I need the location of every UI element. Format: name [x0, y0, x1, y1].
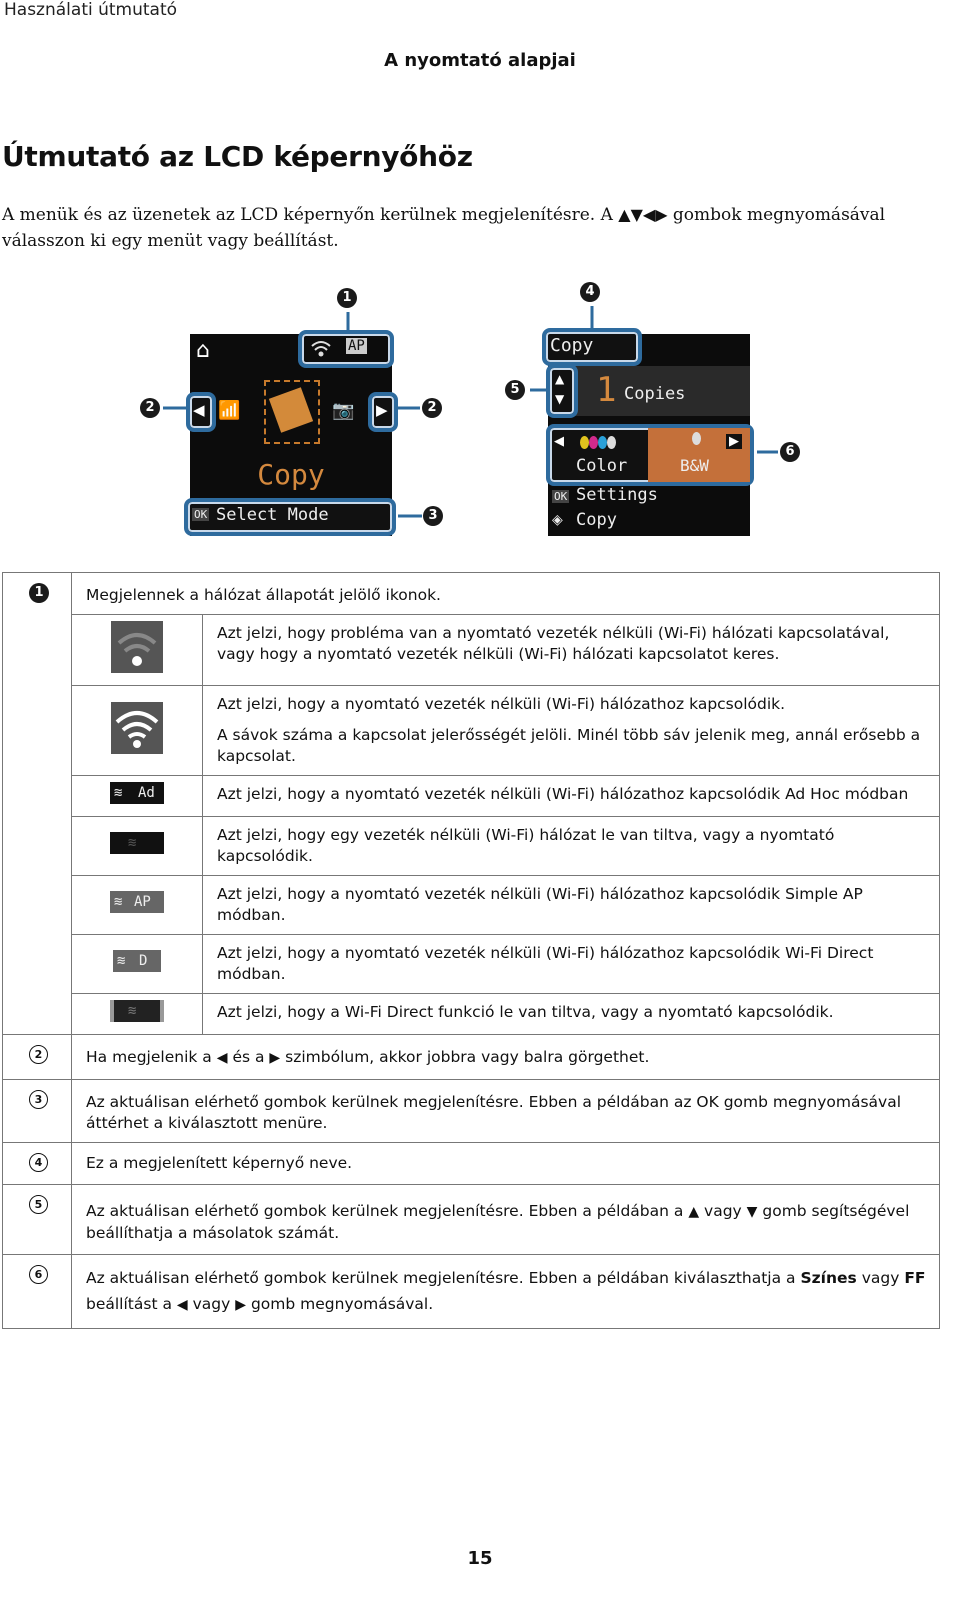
up-arrow-icon: ▲	[688, 1204, 700, 1220]
wifi-setup-icon: 📶	[218, 400, 241, 421]
icon-description: Azt jelzi, hogy egy vezeték nélküli (Wi-Fi) hálózat le van tiltva, vagy a nyomtató kapcsolódik.	[203, 817, 940, 876]
icon-description: Azt jelzi, hogy probléma van a nyomtató vezeték nélküli (Wi-Fi) hálózati kapcsolatával, vagy hogy a nyomtató vezeték nélküli (Wi-Fi) hálózati kapcsolatot keres.	[203, 615, 940, 686]
settings-label: Settings	[576, 485, 658, 505]
table-row	[3, 686, 940, 776]
table-row	[3, 876, 940, 935]
right-arrow-icon: ▶	[726, 434, 742, 449]
wifi-connected-icon	[111, 702, 163, 754]
copies-stepper-highlight	[546, 364, 578, 418]
color-ink-icon	[580, 434, 616, 453]
row4-text: Ez a megjelenített képernyő neve.	[72, 1143, 940, 1185]
color-option: Color	[576, 456, 628, 476]
table-row	[3, 817, 940, 876]
scroll-left-highlight	[186, 392, 216, 432]
row-number-3: 3	[29, 1090, 48, 1109]
table-row	[3, 1185, 940, 1255]
start-key-icon: ◈	[552, 512, 563, 528]
table-row	[3, 615, 940, 686]
table-row	[3, 1035, 940, 1080]
black-ink-icon	[692, 432, 701, 445]
wifi-icon	[310, 338, 332, 358]
callout-2-right: 2	[422, 398, 442, 418]
lcd-copy-screen	[548, 334, 750, 536]
color-selector-highlight	[546, 424, 754, 486]
left-arrow-icon: ◀	[193, 401, 205, 419]
lcd-figure	[0, 270, 960, 560]
row-number-1: 1	[29, 583, 49, 603]
callout-2-left: 2	[140, 398, 160, 418]
network-icons-highlight	[298, 330, 394, 368]
left-arrow-icon: ◀	[554, 434, 564, 449]
bw-option-selected	[648, 428, 750, 482]
row6-text: Az aktuálisan elérhető gombok kerülnek megjelenítésre. Ebben a példában kiválaszthatja a Színes vagy FF beállítást a ◀ vagy ▶ gomb megnyomásával.	[72, 1255, 940, 1329]
intro-paragraph: A menük és az üzenetek az LCD képernyőn kerülnek megjelenítésre. A ▲▼◀▶ gombok megnyomásával válasszon ki egy menüt vagy beállítást.	[2, 205, 886, 251]
callout-4: 4	[580, 282, 600, 302]
row1-text: Megjelennek a hálózat állapotát jelölő ikonok.	[72, 573, 940, 615]
scroll-right-highlight	[368, 392, 398, 432]
down-arrow-icon: ▼	[555, 392, 565, 406]
row3-text: Az aktuálisan elérhető gombok kerülnek megjelenítésre. Ebben a példában az OK gomb megnyomásával áttérhet a kiválasztott menüre.	[72, 1080, 940, 1143]
lcd-home-screen	[190, 334, 392, 536]
left-arrow-icon: ◀	[216, 1050, 228, 1066]
row-number-5: 5	[29, 1195, 48, 1214]
select-mode-bar	[184, 498, 396, 536]
down-arrow-icon: ▼	[746, 1204, 758, 1220]
table-row	[3, 994, 940, 1035]
ok-key-icon: OK	[194, 508, 208, 521]
ok-key-icon: OK	[554, 490, 568, 503]
select-mode-label: Select Mode	[216, 505, 329, 525]
copies-label: Copies	[624, 384, 686, 404]
callout-1: 1	[337, 288, 357, 308]
right-arrow-icon: ▶	[376, 401, 388, 419]
wifi-simple-ap-icon: ≋ AP	[110, 891, 164, 913]
row-number-4: 4	[29, 1153, 48, 1172]
scan-icon: 📷	[332, 400, 355, 421]
table-row	[3, 1080, 940, 1143]
mode-label: Copy	[257, 458, 325, 491]
page-number: 15	[467, 1548, 493, 1569]
row2-text: Ha megjelenik a ◀ és a ▶ szimbólum, akkor jobbra vagy balra görgethet.	[72, 1035, 940, 1080]
right-arrow-icon: ▶	[269, 1050, 281, 1066]
legend-table	[2, 572, 940, 1329]
section-title: Útmutató az LCD képernyőhöz	[2, 140, 473, 173]
arrow-symbols: ▲▼◀▶	[618, 205, 668, 224]
wifi-direct-disabled-icon: ≋	[110, 1000, 164, 1022]
bw-option: B&W	[680, 456, 709, 475]
wifi-ap-icon: AP	[348, 338, 365, 354]
table-row	[3, 573, 940, 615]
wifi-adhoc-icon: ≋ Ad	[110, 782, 164, 804]
callout-5: 5	[505, 380, 525, 400]
copies-count: 1	[596, 370, 617, 410]
icon-description: Azt jelzi, hogy a Wi-Fi Direct funkció le van tiltva, vagy a nyomtató kapcsolódik.	[203, 994, 940, 1035]
icon-description: Azt jelzi, hogy a nyomtató vezeték nélküli (Wi-Fi) hálózathoz kapcsolódik Wi-Fi Direct módban.	[203, 935, 940, 994]
icon-description-extra: A sávok száma a kapcsolat jelerősségét jelöli. Minél több sáv jelenik meg, annál erősebb a kapcsolat.	[217, 726, 921, 765]
row5-text: Az aktuálisan elérhető gombok kerülnek megjelenítésre. Ebben a példában a ▲ vagy ▼ gomb segítségével beállíthatja a másolatok számát.	[72, 1185, 940, 1255]
table-row	[3, 776, 940, 817]
right-arrow-icon: ▶	[235, 1297, 247, 1313]
row-number-2: 2	[29, 1045, 48, 1064]
row-number-6: 6	[29, 1265, 48, 1284]
copy-action-label: Copy	[576, 510, 617, 530]
screen-title-highlight	[542, 328, 642, 366]
icon-description: Azt jelzi, hogy a nyomtató vezeték nélküli (Wi-Fi) hálózathoz kapcsolódik.	[217, 695, 786, 713]
wifi-disabled-icon: ≋	[110, 832, 164, 854]
table-row	[3, 1255, 940, 1329]
callout-3: 3	[423, 506, 443, 526]
screen-title: Copy	[550, 335, 594, 356]
home-icon: ⌂	[196, 338, 210, 363]
wifi-direct-icon: ≋ D	[113, 950, 161, 972]
wifi-problem-icon	[111, 621, 163, 673]
icon-description: Azt jelzi, hogy a nyomtató vezeték nélküli (Wi-Fi) hálózathoz kapcsolódik Simple AP módban.	[203, 876, 940, 935]
chapter-title: A nyomtató alapjai	[384, 50, 576, 71]
left-arrow-icon: ◀	[176, 1297, 188, 1313]
running-title: Használati útmutató	[4, 0, 178, 20]
callout-6: 6	[780, 442, 800, 462]
copy-mode-icon	[264, 380, 320, 444]
icon-description: Azt jelzi, hogy a nyomtató vezeték nélküli (Wi-Fi) hálózathoz kapcsolódik Ad Hoc módban	[203, 776, 940, 817]
table-row	[3, 1143, 940, 1185]
up-arrow-icon: ▲	[555, 372, 565, 386]
table-row	[3, 935, 940, 994]
